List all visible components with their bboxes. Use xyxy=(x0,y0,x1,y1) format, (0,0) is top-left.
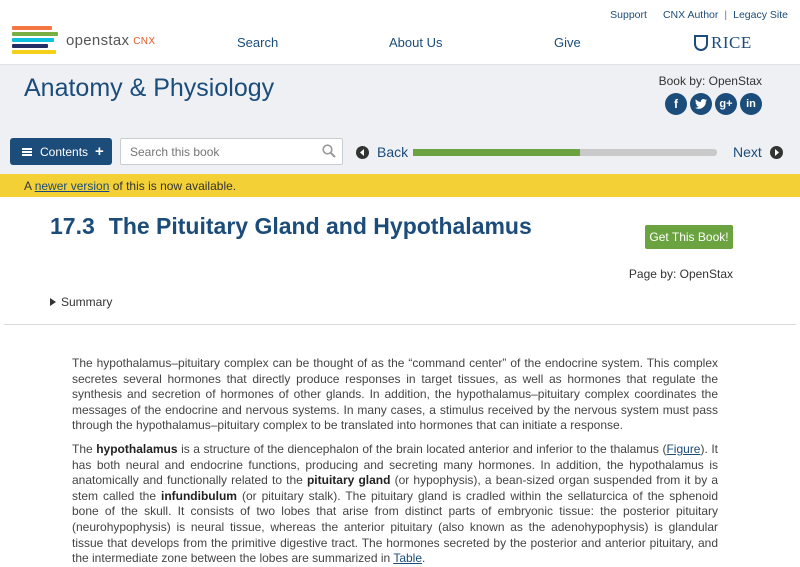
nav-about-link[interactable]: About Us xyxy=(389,35,443,50)
nav-give-link[interactable]: Give xyxy=(554,35,581,50)
term-infundibulum: infundibulum xyxy=(160,488,237,503)
divider xyxy=(4,324,796,325)
summary-toggle[interactable] xyxy=(50,295,112,309)
rice-wordmark: RICE xyxy=(711,33,752,52)
section-title-text: The Pituitary Gland and Hypothalamus xyxy=(108,213,532,239)
table-link[interactable]: Table xyxy=(393,551,422,566)
triangle-right-icon xyxy=(50,298,56,306)
text-run: (or hypophysis), a bean-sized organ suspended from it by a stem called the xyxy=(72,473,719,503)
page-title xyxy=(50,213,532,240)
figure-link[interactable]: Figure xyxy=(666,442,701,456)
social-share-links xyxy=(665,93,762,115)
contents-label: Contents xyxy=(40,144,89,159)
text-run: is a structure of the diencephalon of the brain located anterior and inferior to the thalamus ( xyxy=(177,442,667,456)
back-label: Back xyxy=(377,144,409,160)
contents-button[interactable] xyxy=(10,138,112,165)
book-header xyxy=(0,64,800,174)
get-this-book-button[interactable]: Get This Book! xyxy=(645,225,733,249)
list-icon xyxy=(22,148,32,156)
term-pituitary-gland: pituitary gland xyxy=(306,473,391,488)
search-book-field[interactable] xyxy=(120,138,343,165)
utility-links xyxy=(610,9,788,21)
text-run: ). It has both neural and endocrine functions, producing and secreting many hormones. In addition, the hypothalamus is anatomically and functionally related to the xyxy=(72,442,719,488)
top-navbar xyxy=(0,0,800,64)
book-progress-bar xyxy=(413,149,717,156)
facebook-icon[interactable]: f xyxy=(665,93,687,115)
rice-logo[interactable] xyxy=(694,33,752,53)
google-plus-icon[interactable]: g+ xyxy=(715,93,737,115)
cnx-author-link[interactable]: CNX Author xyxy=(662,9,719,21)
newer-version-link[interactable]: newer version xyxy=(34,179,110,193)
term-hypothalamus: hypothalamus xyxy=(96,442,178,456)
support-link[interactable]: Support xyxy=(610,9,647,21)
twitter-icon[interactable] xyxy=(690,93,712,115)
openstax-logo-icon xyxy=(12,26,60,54)
separator: | xyxy=(724,9,728,21)
next-label: Next xyxy=(733,144,762,160)
notice-suffix: of this is now available. xyxy=(109,179,237,193)
nav-search-link[interactable]: Search xyxy=(237,35,279,50)
notice-prefix: A xyxy=(24,179,35,193)
logo-wordmark: openstax CNX xyxy=(66,31,156,49)
plus-icon: + xyxy=(95,143,104,160)
chevron-left-icon xyxy=(356,146,369,159)
text-run: (or pituitary stalk). The pituitary gland is cradled within the sellaturcica of the sphenoid bone of the skull. It consists of two lobes that arise from distinct parts of embryonic tissue: the posterior pituitary (neurohypophysis) is neural tissue, whereas the anterior pituitary (also known as the adenohypophysis) is glandular tissue that develops from the primitive digestive tract. The hormones secreted by the posterior and anterior pituitary, and the intermediate zone between the lobes are summarized in xyxy=(72,488,718,566)
legacy-site-link[interactable]: Legacy Site xyxy=(733,9,788,21)
text-run: . xyxy=(422,551,426,566)
content-paragraph-1: The hypothalamus–pituitary complex can be thought of as the “command center” of the endocrine system. This complex secretes several hormones that directly produce responses in target tissues, as well as hormones that regulate the synthesis and secretion of hormones of other glands. In addition, the hypothalamus–pituitary complex coordinates the messages of the endocrine and nervous systems. In many cases, a stimulus received by the nervous system must pass through the hypothalamus–pituitary complex to be translated into hormones that can initiate a response. xyxy=(72,356,718,433)
text-run: The xyxy=(72,442,97,456)
back-button[interactable] xyxy=(356,144,408,160)
page-author: Page by: OpenStax xyxy=(628,267,733,281)
summary-label: Summary xyxy=(61,295,113,309)
linkedin-icon[interactable]: in xyxy=(740,93,762,115)
progress-fill xyxy=(413,149,580,156)
openstax-logo[interactable] xyxy=(12,26,155,54)
section-number: 17.3 xyxy=(50,213,95,239)
content-paragraph-2 xyxy=(72,442,718,567)
newer-version-notice xyxy=(0,174,800,197)
next-button[interactable] xyxy=(733,144,783,160)
search-input[interactable] xyxy=(121,139,311,164)
search-icon[interactable] xyxy=(322,144,336,158)
chevron-right-icon xyxy=(770,146,783,159)
book-author: Book by: OpenStax xyxy=(658,74,762,88)
book-title: Anatomy & Physiology xyxy=(24,74,275,102)
rice-shield-icon xyxy=(694,35,708,51)
